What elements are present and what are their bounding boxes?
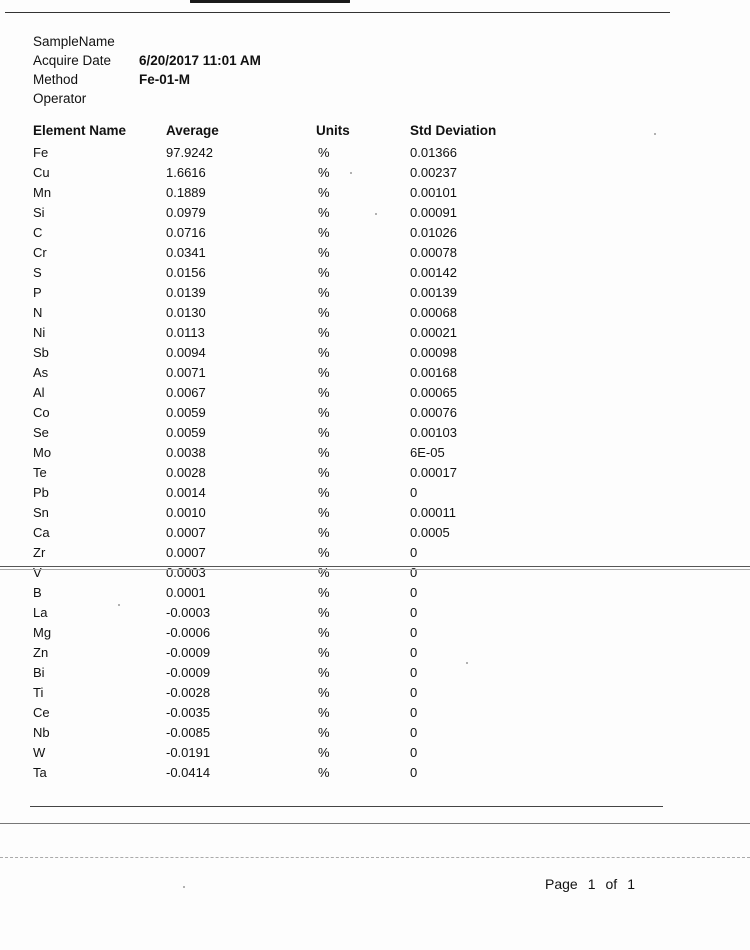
table-row xyxy=(33,722,570,742)
std-deviation-cell: 0 xyxy=(410,544,418,560)
std-deviation-cell: 0.00237 xyxy=(410,164,457,180)
std-deviation-cell: 0.00091 xyxy=(410,204,457,220)
table-row xyxy=(33,282,570,302)
element-name-cell: P xyxy=(33,284,42,300)
page-label: Page xyxy=(545,876,578,892)
table-row xyxy=(33,162,570,182)
units-cell: % xyxy=(318,704,330,720)
average-cell: 0.0067 xyxy=(166,384,206,400)
units-cell: % xyxy=(318,764,330,780)
acquire-date-row xyxy=(33,51,261,70)
method-label: Method xyxy=(33,72,79,87)
element-name-cell: Te xyxy=(33,464,47,480)
element-name-cell: Cu xyxy=(33,164,50,180)
table-row xyxy=(33,762,570,782)
element-name-cell: Cr xyxy=(33,244,47,260)
table-row xyxy=(33,502,570,522)
std-deviation-cell: 0.00103 xyxy=(410,424,457,440)
std-deviation-cell: 0.00021 xyxy=(410,324,457,340)
units-cell: % xyxy=(318,324,330,340)
table-row xyxy=(33,382,570,402)
table-row xyxy=(33,542,570,562)
std-deviation-cell: 0 xyxy=(410,704,418,720)
std-deviation-cell: 0 xyxy=(410,744,418,760)
units-cell: % xyxy=(318,604,330,620)
element-name-cell: Fe xyxy=(33,144,49,160)
std-deviation-cell: 0.01026 xyxy=(410,224,457,240)
acquire-date-label: Acquire Date xyxy=(33,53,112,68)
element-name-cell: Sn xyxy=(33,504,49,520)
units-cell: % xyxy=(318,304,330,320)
top-rule xyxy=(5,12,670,13)
average-cell: 0.0038 xyxy=(166,444,206,460)
element-name-cell: Al xyxy=(33,384,45,400)
table-row xyxy=(33,362,570,382)
units-cell: % xyxy=(318,204,330,220)
method-value: Fe-01-M xyxy=(139,72,191,87)
element-name-cell: Ti xyxy=(33,684,44,700)
results-table xyxy=(33,118,570,782)
element-name-cell: Mn xyxy=(33,184,52,200)
average-cell: 0.0059 xyxy=(166,424,206,440)
average-cell: 0.0113 xyxy=(166,324,205,340)
element-name-cell: Zr xyxy=(33,544,46,560)
table-row xyxy=(33,482,570,502)
std-deviation-cell: 0 xyxy=(410,664,418,680)
element-name-cell: Ce xyxy=(33,704,50,720)
std-deviation-cell: 0 xyxy=(410,724,418,740)
average-cell: 0.0139 xyxy=(166,284,206,300)
units-cell: % xyxy=(318,364,330,380)
table-row xyxy=(33,402,570,422)
average-cell: -0.0009 xyxy=(166,664,211,680)
std-deviation-cell: 0.01366 xyxy=(410,144,457,160)
element-name-cell: Si xyxy=(33,204,45,220)
table-row xyxy=(33,582,570,602)
table-row xyxy=(33,662,570,682)
average-cell: 0.0341 xyxy=(166,244,206,260)
std-deviation-cell: 0.00101 xyxy=(410,184,457,200)
average-cell: 0.1889 xyxy=(166,184,206,200)
sample-metadata xyxy=(33,32,261,108)
table-row xyxy=(33,642,570,662)
average-cell: 0.0007 xyxy=(166,524,206,540)
table-row xyxy=(33,242,570,262)
table-row xyxy=(33,742,570,762)
sample-name-label: SampleName xyxy=(33,34,115,49)
of-label: of xyxy=(605,876,618,892)
units-cell: % xyxy=(318,564,330,580)
average-cell: 0.0001 xyxy=(166,584,206,600)
table-row xyxy=(33,702,570,722)
average-cell: -0.0003 xyxy=(166,604,211,620)
average-cell: 0.0071 xyxy=(166,364,206,380)
average-cell: 0.0094 xyxy=(166,344,206,360)
scan-speck xyxy=(183,886,185,888)
std-deviation-cell: 0 xyxy=(410,484,418,500)
average-cell: 0.0007 xyxy=(166,544,206,560)
element-name-cell: B xyxy=(33,584,42,600)
table-row xyxy=(33,342,570,362)
element-name-cell: Sb xyxy=(33,344,49,360)
element-name-cell: Co xyxy=(33,404,50,420)
cut-off-title-fragment xyxy=(190,0,350,5)
table-row xyxy=(33,202,570,222)
std-deviation-cell: 0.00076 xyxy=(410,404,457,420)
average-cell: 0.0979 xyxy=(166,204,206,220)
units-cell: % xyxy=(318,164,330,180)
element-name-cell: Bi xyxy=(33,664,45,680)
table-row xyxy=(33,222,570,242)
std-deviation-cell: 0.00068 xyxy=(410,304,457,320)
scan-speck xyxy=(350,172,352,174)
average-cell: 0.0130 xyxy=(166,304,206,320)
std-deviation-cell: 0 xyxy=(410,564,418,580)
average-cell: -0.0085 xyxy=(166,724,211,740)
table-body xyxy=(33,142,570,782)
element-name-cell: Zn xyxy=(33,644,49,660)
element-name-cell: W xyxy=(33,744,46,760)
std-deviation-cell: 0 xyxy=(410,604,418,620)
average-cell: 0.0059 xyxy=(166,404,206,420)
average-cell: 0.0003 xyxy=(166,564,206,580)
sample-name-row xyxy=(33,32,261,51)
units-cell: % xyxy=(318,664,330,680)
table-row xyxy=(33,442,570,462)
page-footer xyxy=(545,876,635,892)
units-cell: % xyxy=(318,624,330,640)
units-cell: % xyxy=(318,264,330,280)
table-row xyxy=(33,682,570,702)
std-deviation-cell: 0.00065 xyxy=(410,384,457,400)
std-deviation-cell: 0.00078 xyxy=(410,244,457,260)
units-cell: % xyxy=(318,724,330,740)
units-cell: % xyxy=(318,404,330,420)
average-cell: -0.0414 xyxy=(166,764,211,780)
scan-speck xyxy=(375,213,377,215)
page-fold-line xyxy=(0,566,750,567)
average-cell: 0.0028 xyxy=(166,464,206,480)
table-row xyxy=(33,302,570,322)
units-cell: % xyxy=(318,424,330,440)
page-edge-line xyxy=(0,823,750,824)
units-cell: % xyxy=(318,524,330,540)
operator-row xyxy=(33,89,261,108)
units-cell: % xyxy=(318,504,330,520)
std-deviation-cell: 0.00011 xyxy=(410,504,457,520)
units-cell: % xyxy=(318,224,330,240)
element-name-cell: Se xyxy=(33,424,49,440)
scan-speck xyxy=(654,133,656,135)
units-cell: % xyxy=(318,244,330,260)
table-row xyxy=(33,522,570,542)
std-deviation-cell: 0.00098 xyxy=(410,344,457,360)
scan-speck xyxy=(118,604,120,606)
units-cell: % xyxy=(318,384,330,400)
std-deviation-cell: 0.0005 xyxy=(410,524,450,540)
table-row xyxy=(33,562,570,582)
element-name-cell: Ta xyxy=(33,764,47,780)
element-name-cell: Mg xyxy=(33,624,52,640)
element-name-cell: As xyxy=(33,364,49,380)
element-name-cell: Nb xyxy=(33,724,50,740)
std-deviation-cell: 0 xyxy=(410,764,418,780)
page-total: 1 xyxy=(627,876,635,892)
element-name-cell: Ni xyxy=(33,324,46,340)
units-cell: % xyxy=(318,684,330,700)
element-name-cell: Mo xyxy=(33,444,52,460)
average-cell: -0.0028 xyxy=(166,684,211,700)
units-cell: % xyxy=(318,284,330,300)
table-row xyxy=(33,262,570,282)
units-cell: % xyxy=(318,344,330,360)
page-edge-dashed-line xyxy=(0,857,750,858)
element-name-cell: La xyxy=(33,604,48,620)
units-cell: % xyxy=(318,444,330,460)
average-cell: 0.0010 xyxy=(166,504,206,520)
table-row xyxy=(33,622,570,642)
units-cell: % xyxy=(318,644,330,660)
units-cell: % xyxy=(318,584,330,600)
element-name-cell: Pb xyxy=(33,484,49,500)
average-cell: -0.0009 xyxy=(166,644,211,660)
table-row xyxy=(33,142,570,162)
std-deviation-cell: 0 xyxy=(410,684,418,700)
header-std-deviation: Std Deviation xyxy=(410,122,497,138)
std-deviation-cell: 0 xyxy=(410,644,418,660)
header-units: Units xyxy=(316,122,350,138)
element-name-cell: V xyxy=(33,564,42,580)
units-cell: % xyxy=(318,744,330,760)
table-row xyxy=(33,322,570,342)
page-number: 1 xyxy=(587,876,596,892)
acquire-date-value: 6/20/2017 11:01 AM xyxy=(139,53,261,68)
element-name-cell: Ca xyxy=(33,524,50,540)
std-deviation-cell: 0 xyxy=(410,584,418,600)
average-cell: -0.0191 xyxy=(166,744,211,760)
average-cell: 1.6616 xyxy=(166,164,206,180)
units-cell: % xyxy=(318,184,330,200)
units-cell: % xyxy=(318,464,330,480)
element-name-cell: C xyxy=(33,224,43,240)
table-row xyxy=(33,422,570,442)
bottom-rule xyxy=(30,806,663,807)
average-cell: -0.0006 xyxy=(166,624,211,640)
std-deviation-cell: 0.00168 xyxy=(410,364,457,380)
table-row xyxy=(33,182,570,202)
operator-label: Operator xyxy=(33,91,87,106)
std-deviation-cell: 0.00142 xyxy=(410,264,457,280)
average-cell: 0.0014 xyxy=(166,484,206,500)
std-deviation-cell: 6E-05 xyxy=(410,444,445,460)
table-row xyxy=(33,602,570,622)
page-fold-shadow xyxy=(0,569,750,570)
table-header xyxy=(33,118,570,142)
table-row xyxy=(33,462,570,482)
header-element-name: Element Name xyxy=(33,122,127,138)
element-name-cell: S xyxy=(33,264,42,280)
method-row xyxy=(33,70,261,89)
average-cell: 0.0716 xyxy=(166,224,206,240)
header-average: Average xyxy=(166,122,219,138)
average-cell: 97.9242 xyxy=(166,144,213,160)
std-deviation-cell: 0.00139 xyxy=(410,284,457,300)
average-cell: 0.0156 xyxy=(166,264,206,280)
units-cell: % xyxy=(318,544,330,560)
units-cell: % xyxy=(318,144,330,160)
scan-speck xyxy=(466,662,468,664)
std-deviation-cell: 0 xyxy=(410,624,418,640)
element-name-cell: N xyxy=(33,304,43,320)
average-cell: -0.0035 xyxy=(166,704,211,720)
units-cell: % xyxy=(318,484,330,500)
std-deviation-cell: 0.00017 xyxy=(410,464,457,480)
